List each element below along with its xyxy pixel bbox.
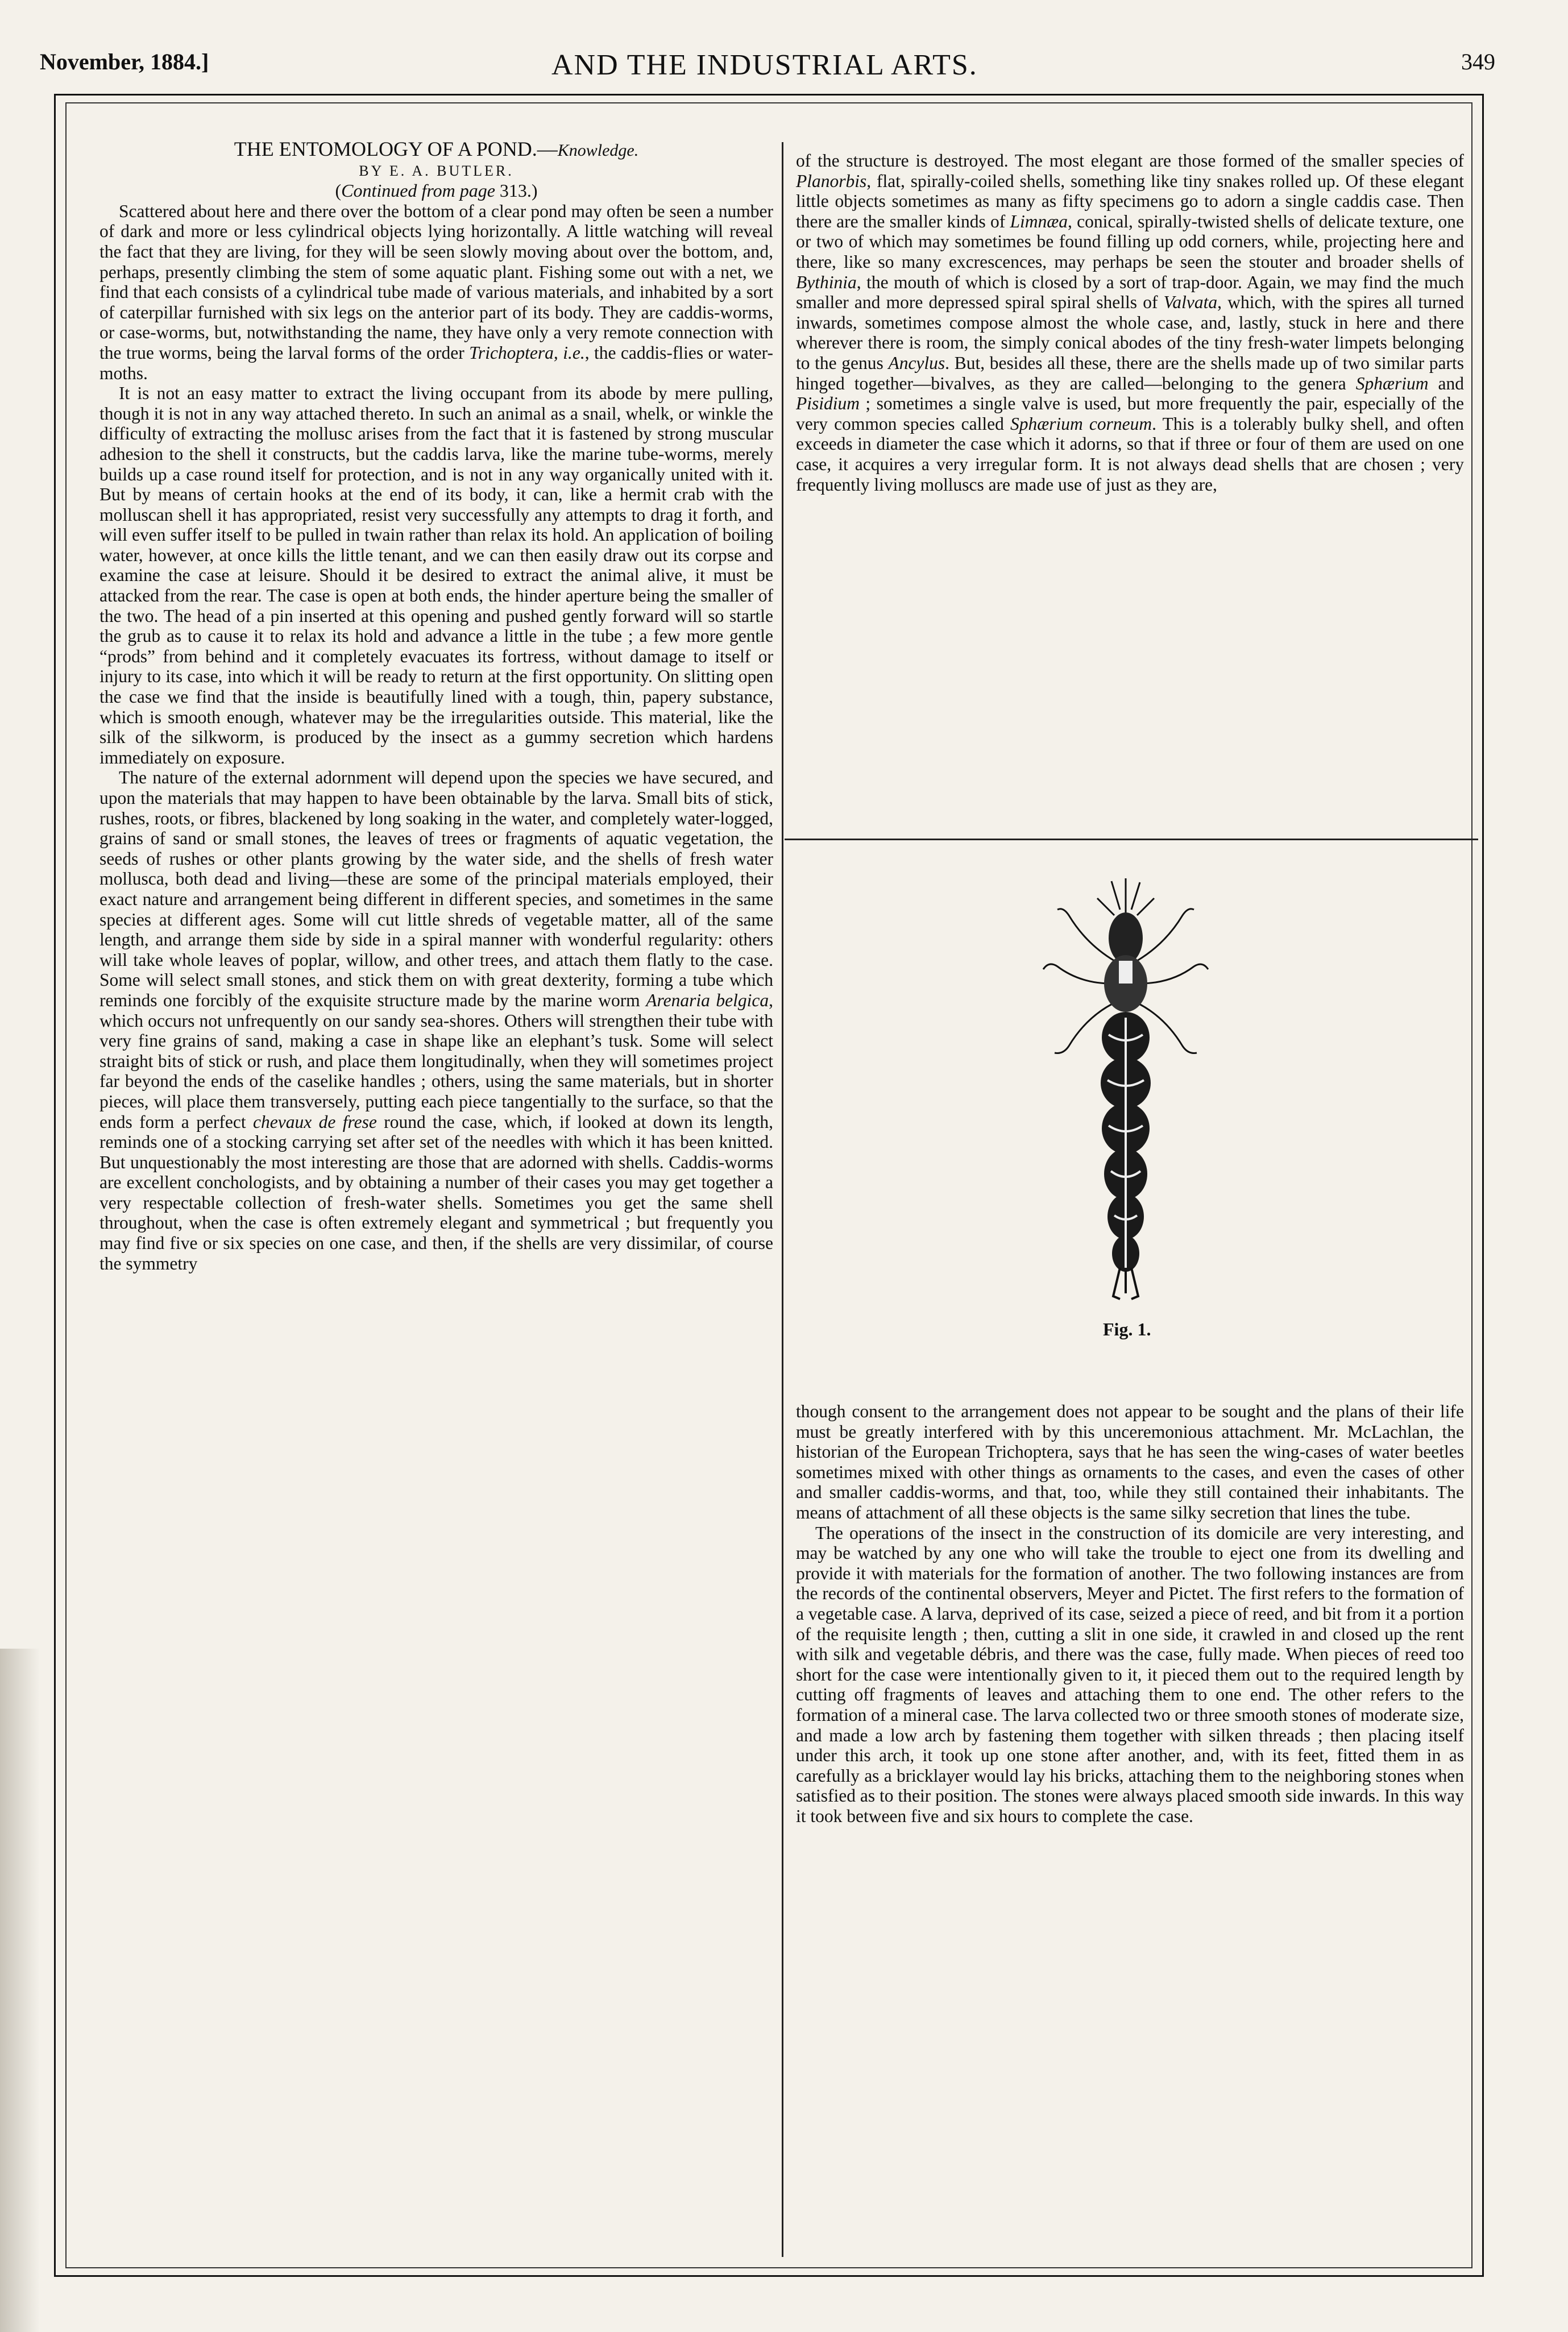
caddis-larva-illustration: [1035, 875, 1217, 1308]
running-head: [40, 48, 1495, 94]
column-divider: [782, 142, 783, 2257]
continued-note: (Continued from page 313.): [335, 180, 538, 201]
paragraph: It is not an easy matter to extract the living occupant from its abode by mere pulling, though it is not in any way attached thereto. In such an animal as a snail, whelk, or winkle the difficulty of extracting the mollusc arises from the fact that it is fastened by strong muscular adhesion to the shell it constructs, but the caddis larva, like the marine tube-worms, merely builds up a case round itself for protection, and is not in any way organically united with it. But by means of certain hooks at the end of its body, it can, like a hermit crab with the molluscan shell it has appropriated, resist very successfully any attempts to drag it forth, and will even suffer itself to be pulled in twain rather than relax its hold. An application of boiling water, however, at once kills the little tenant, and we can then easily draw out its corpse and examine the case at leisure. Should it be desired to extract the animal alive, it must be attacked from the rear. The case is open at both ends, the hinder aperture being the smaller of the two. The head of a pin inserted at this opening and pushed gently forward will so startle the grub as to cause it to relax its hold and advance a little in the tube ; a few more gentle “prods” from behind and it completely evacuates its fortress, without damage to itself or injury to its case, into which it will be ready to return at the first opportunity. On slitting open the case we find that the inside is beautifully lined with a tough, thin, papery substance, which is smooth enough, whatever may be the irregularities outside. This material, like the silk of the silkworm, is produced by the insect as a gummy secretion which hardens immediately on exposure.: [99, 383, 773, 767]
article-title: THE ENTOMOLOGY OF A POND.—Knowledge.: [234, 138, 639, 160]
header-date: November, 1884.]: [40, 49, 209, 74]
left-column: [99, 139, 773, 1273]
paragraph: of the structure is destroyed. The most elegant are those formed of the smaller species of Planorbis, flat, spirally-coiled shells, something like tiny snakes rolled up. Of these elegant little objects sometimes as many as fifty specimens go to adorn a single caddis case. Then there are the smaller kinds of Limnæa, conical, spirally-twisted shells of delicate texture, one or two of which may sometimes be found filling up odd corners, while, projecting here and there, like so many excrescences, may perhaps be seen the stouter and broader shells of Bythinia, the mouth of which is closed by a sort of trap-door. Again, we may find the much smaller and more depressed spiral spiral shells of Valvata, which, with the spires all turned inwards, sometimes compose almost the whole case, and, lastly, stuck in here and there wherever there is room, the simply conical abodes of the tiny fresh-water limpets belonging to the genus Ancylus. But, besides all these, there are the shells made up of two similar parts hinged together—bivalves, as they are called—belonging to the genera Sphærium and Pisidium ; sometimes a single valve is used, but more frequently the pair, especially of the very common species called Sphærium corneum. This is a tolerably bulky shell, and often exceeds in diameter the case which it adorns, so that if three or four of them are used on one case, it acquires a very irregular form. It is not always dead shells that are chosen ; very frequently living molluscs are made use of just as they are,: [796, 151, 1465, 495]
paragraph: The operations of the insect in the construction of its domicile are very interesting, and may be watched by any one who will take the trouble to eject one from its dwelling and provide it with materials for the formation of another. The two following instances are from the records of the continental observers, Meyer and Pictet. The first refers to the formation of a vegetable case. A larva, deprived of its case, seized a piece of reed, and bit from it a portion of the requisite length ; then, cutting a slit in one side, it crawled in and closed up the rent with silk and vegetable débris, and there was the case, fully made. When pieces of reed too short for the case were intentionally given to it, it pieced them out to the required length by cutting off fragments of leaves and attaching them to one end. The other refers to the formation of a mineral case. The larva collected two or three smooth stones of moderate size, and made a low arch by fastening them together with silken threads ; then placing itself under this arch, it took up one stone after another, and, with its feet, fitted them in as carefully as a bricklayer would lay his bricks, attaching them to the neighboring stones when satisfied as to their position. The stones were always placed smooth side inwards. In this way it took between five and six hours to complete the case.: [796, 1522, 1464, 1826]
page-number: 349: [1461, 49, 1495, 74]
article-source: Knowledge.: [557, 141, 639, 160]
figure-caption: Fig. 1.: [1103, 1319, 1151, 1339]
right-column-bottom: [796, 1401, 1464, 1826]
right-column-top: [796, 151, 1464, 495]
scan-edge-shadow: [0, 1649, 40, 2332]
article-byline: BY E. A. BUTLER.: [359, 162, 514, 179]
paragraph: Scattered about here and there over the bottom of a clear pond may often be seen a number of dark and more or less cylindrical objects lying horizontally. A little watching will reveal the fact that they are living, for they will be seen slowly moving about over the bottom, and, perhaps, presently climbing the stem of some aquatic plant. Fishing some out with a net, we find that each consists of a cylindrical tube made of various materials, and inhabited by a sort of caterpillar furnished with six legs on the anterior part of its body. They are caddis-worms, or case-worms, but, notwithstanding the name, they have only a very remote connection with the true worms, being the larval forms of the order Trichoptera, i.e., the caddis-flies or water-moths.: [99, 201, 773, 383]
paragraph: The nature of the external adornment will depend upon the species we have secured, and upon the materials that may happen to have been obtainable by the larva. Small bits of stick, rushes, roots, or fibres, blackened by long soaking in the water, and completely water-logged, grains of sand or small stones, the leaves of trees or fragments of aquatic vegetation, the seeds of rushes or other plants growing by the water side, and the shells of fresh water mollusca, both dead and living—these are some of the principal materials employed, their exact nature and arrangement being different in different species, and sometimes in the same species at different ages. Some will cut little shreds of vegetable matter, all of the same length, and arrange them side by side in a spiral manner with wonderful regularity: others will take whole leaves of poplar, willow, and other trees, and attach them flatly to the case. Some will select small stones, and stick them on with great dexterity, forming a tube which reminds one forcibly of the exquisite structure made by the marine worm Arenaria belgica, which occurs not unfrequently on our sandy sea-shores. Others will strengthen their tube with very fine grains of sand, making a case in shape like an elephant’s tusk. Some will select straight bits of stick or rush, and place them longitudinally, when they will sometimes project far beyond the ends of the caselike handles ; others, using the same materials, but in shorter pieces, will place them transversely, putting each piece tangentially to the surface, so that the ends form a perfect chevaux de frese round the case, which, if looked at down its length, reminds one of a stocking carrying set after set of the needles with which it has been knitted. But unquestionably the most interesting are those that are adorned with shells. Caddis-worms are excellent conchologists, and by obtaining a number of their cases you may get together a very respectable collection of fresh-water shells. Sometimes you get the same shell throughout, when the case is often extremely elegant and symmetrical ; but frequently you may find five or six species on one case, and then, if the shells are very dissimilar, of course the symmetry: [99, 767, 774, 1273]
figure-rule: [785, 839, 1478, 840]
paragraph: though consent to the arrangement does not appear to be sought and the plans of their life must be greatly interfered with by this unceremonious attachment. Mr. McLachlan, the historian of the European Trichoptera, says that he has seen the wing-cases of water beetles sometimes mixed with other things as ornaments to the cases, and even the cases of other and smaller caddis-worms, and that, too, while they still contained their inhabitants. The means of attachment of all these objects is the same silky secretion that lines the tube.: [796, 1401, 1464, 1522]
header-title: AND THE INDUSTRIAL ARTS.: [551, 49, 978, 81]
